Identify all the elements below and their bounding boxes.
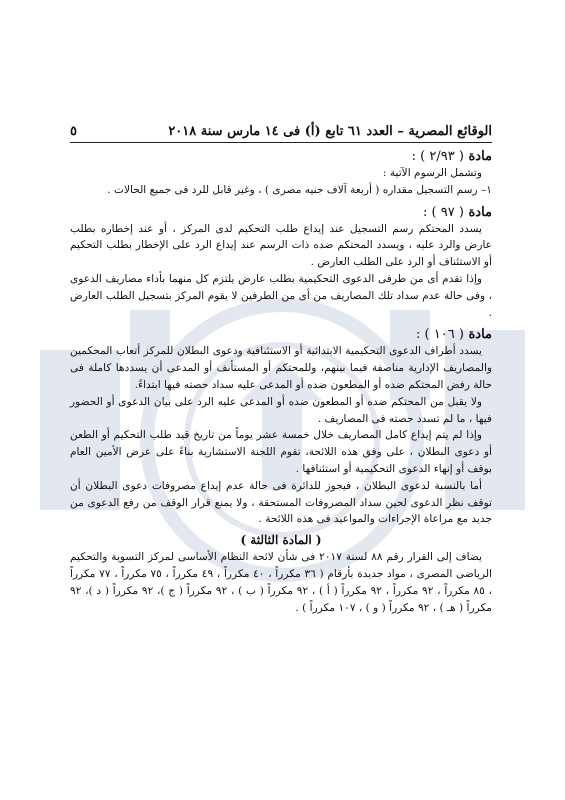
- paragraph: يضاف إلى القرار رقم ٨٨ لسنة ٢٠١٧ فى شأن لائحة النظام الأساسى لمركز التسوية والتحكيم الرياضى المصرى ، مواد جديدة بأرقام ( ٣٦ مكرراً ، ٤٠ مكرراً ، ٤٩ مكرراً ، ٧٥ مكرراً ، ٧٧ مكرراً ، ٨٥ مكرراً ، ٩٢ مكرراً ، ٩٢ مكرراً ( أ ) ، ٩٢ مكرراً ( ب ) ، ٩٢ مكرراً ( ج )، ٩٢ مكرراً ( د )، ٩٢ مكرراً ( هـ ) ، ٩٢ مكرراً ( و ) ، ١٠٧ مكرراً ) .: [70, 551, 493, 614]
- article-heading: مادة ( ١٠٦ ) :: [416, 327, 492, 343]
- publication-title: الوقائع المصرية – العدد ٦١ تابع (أ) فى ١٤ مارس سنة ٢٠١٨: [168, 124, 492, 139]
- paragraph: ١– رسم التسجيل مقداره ( أربعة آلاف جنيه مصرى ) ، وغير قابل للرد فى جميع الحالات .: [107, 183, 492, 196]
- paragraph: وتشمل الرسوم الآتية :: [382, 167, 482, 179]
- article-heading: مادة ( ٢/٩٣ ) :: [411, 149, 492, 164]
- paragraph: يسدد أطراف الدعوى التحكيمية الابتدائية أو الاستئنافية ودعوى البطلان للمركز أتعاب المحكمين والمصاريف الإدارية مناصفة فيما بينهم، وللمحتكم أو المستأنف أو المدعى أن يسددها كاملة فى حالة رفض المحتكم ضده أو المطعون ضده أو المدعى عليه سداد حصته فيها ابتداءً.: [70, 345, 492, 391]
- paragraph: وإذا تقدم أى من طرفى الدعوى التحكيمية بطلب عارض يلتزم كل منهما بأداء مصاريف الدعوى ، وفى حالة عدم سداد تلك المصاريف من أى من الطرفين لا يقوم المركز بتسجيل الطلب العارض .: [70, 272, 492, 319]
- paragraph: يسدد المحتكم رسم التسجيل عند إيداع طلب التحكيم لدى المركز ، أو عند إخطاره بطلب عارض والرد عليه ، ويسدد المحتكم ضده ذات الرسم عند إيداع الرد على الإخطار بطلب التحكيم أو الاستئناف أو الرد على الطلب العارض .: [70, 222, 492, 269]
- paragraph: ولا يقبل من المحتكم ضده أو المطعون ضده أو المدعى عليه الرد على بيان الدعوى أو الحضور فيها ، ما لم تسدد حصته فى المصاريف .: [70, 395, 492, 425]
- article-heading: مادة ( ٩٧ ) :: [423, 204, 492, 220]
- article-three-title: ( المادة الثالثة ): [240, 533, 322, 548]
- page-header: [70, 124, 492, 143]
- paragraph: أما بالنسبة لدعوى البطلان ، فيجوز للدائرة فى حالة عدم إيداع مصروفات دعوى البطلان أن توقف نظر الدعوى لحين سداد المصروفات المستحقة ، ولا يمنع قرار الوقف من رفع الدعوى من جديد مع مراعاة الإجراءات والمواعيد فى هذه اللائحة .: [70, 479, 492, 526]
- document-page: [70, 124, 492, 616]
- paragraph: وإذا لم يتم إيداع كامل المصاريف خلال خمسة عشر يوماً من تاريخ قيد طلب التحكيم أو الطعن أو دعوى البطلان ، على وفق هذه اللائحة، تقوم اللجنة الاستشارية بناءً على عرض الأمين العام بوقف أو إنهاء الدعوى التحكيمية أو استئنافها .: [70, 429, 492, 475]
- page-number: ٥: [70, 124, 77, 139]
